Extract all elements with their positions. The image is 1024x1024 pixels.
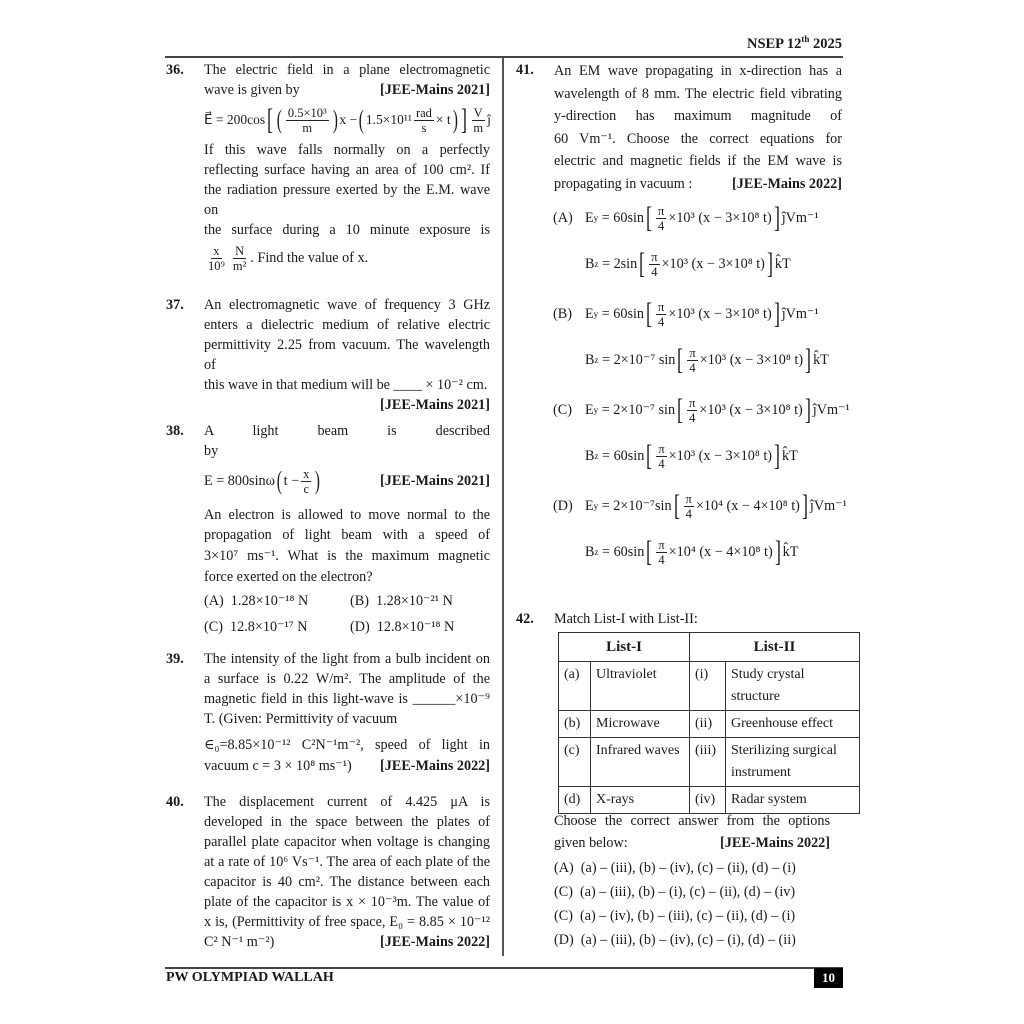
question-text-line: electric and magnetic fields if the EM wave is: [554, 153, 842, 169]
table-row: (a) Ultraviolet (i) Study crystal structure: [559, 662, 860, 711]
question-text-line: propagation of light beam with a speed of: [204, 527, 490, 543]
question-text-line: An electromagnetic wave of frequency 3 GHz: [204, 297, 490, 313]
question-text-line: wave is given by: [204, 82, 300, 98]
exam-tag: [JEE-Mains 2021]: [380, 397, 490, 413]
option-c-1[interactable]: (C) (a) – (iii), (b) – (i), (c) – (ii), (d) – (iv): [554, 884, 796, 900]
question-text-line: reflecting surface having an area of 100 cm². If: [204, 162, 490, 178]
exam-year: 2025: [813, 35, 842, 52]
q42-choose: [554, 810, 830, 952]
question-number: 42.: [516, 611, 534, 627]
question-text-line: An EM wave propagating in x-direction has a: [554, 63, 842, 79]
question-text-line: C² N⁻¹ m⁻²): [204, 934, 275, 950]
question-text-line: A light beam is described by: [204, 423, 490, 459]
exam-tag: [JEE-Mains 2022]: [732, 175, 842, 192]
question-text-line: vacuum c = 3 × 10⁸ ms⁻¹): [204, 758, 352, 774]
question-number: 41.: [516, 62, 534, 78]
question-text-line: developed in the space between the plates of: [204, 814, 490, 830]
question-text-line: the radiation pressure exerted by the E.M. wave on: [204, 182, 490, 218]
question-text-line: 60 Vm⁻¹. Choose the correct equations for: [554, 130, 842, 147]
question-number: 39.: [166, 651, 184, 667]
question-text-line: plate of the capacitor is x × 10⁻³m. The value of: [204, 894, 490, 910]
question-text-line: enters a dielectric medium of relative electric: [204, 317, 490, 333]
table-row: (d) X-rays (iv) Radar system: [559, 787, 860, 814]
exam-tag: [JEE-Mains 2022]: [380, 758, 490, 774]
question-text-line: given below:: [554, 835, 628, 851]
question-text-line: An electron is allowed to move normal to the: [204, 507, 490, 523]
question-number: 40.: [166, 794, 184, 810]
question-text-line: T. (Given: Permittivity of vacuum: [204, 711, 398, 727]
question-text-line: Match List-I with List-II:: [554, 611, 698, 627]
table-row: (b) Microwave (ii) Greenhouse effect: [559, 711, 860, 738]
question-text-line: propagating in vacuum :: [554, 175, 693, 192]
question-text-line: capacitor is 40 cm². The distance between each: [204, 874, 490, 890]
question-text-line: at a rate of 10⁶ Vs⁻¹. The area of each plate of the: [204, 854, 490, 870]
question-text-line: permittivity 2.25 from vacuum. The wavelength of: [204, 337, 490, 373]
option-c[interactable]: (C) 12.8×10⁻¹⁷ N: [204, 619, 308, 635]
option-b[interactable]: (B) E y = 60sin [ $\frac{\pi}{4}$ ×10³ (x − 3×10⁸ t) ] ĵVm⁻¹ B z = 2×10⁻⁷ sin [ $\frac{\pi}{4}$ ×10³ (x − 3×10⁸ t) ] k̂T: [553, 297, 829, 376]
match-table: [558, 632, 860, 814]
option-b[interactable]: (B) 1.28×10⁻²¹ N: [350, 593, 453, 609]
question-text-line: x is, (Permittivity of free space, E₀ = 8.85 × 10⁻¹²: [204, 914, 490, 930]
header-rule: [165, 56, 843, 58]
option-a[interactable]: (A) 1.28×10⁻¹⁸ N: [204, 593, 309, 609]
question-text-line: Choose the correct answer from the options: [554, 813, 830, 829]
option-a[interactable]: (A) E y = 60sin [ $\frac{\pi}{4}$ ×10³ (x − 3×10⁸ t) ] ĵVm⁻¹ B z = 2sin [ $\frac{\pi}{4}$ ×10³ (x − 3×10⁸ t) ] k̂T: [553, 201, 819, 280]
question-text-line: The displacement current of 4.425 μA is: [204, 794, 490, 810]
footer-rule: [165, 967, 843, 969]
exam-sup: th: [801, 34, 810, 44]
option-d[interactable]: (D) E y = 2×10⁻⁷sin [ $\frac{\pi}{4}$ ×10⁴ (x − 4×10⁸ t) ] ĵVm⁻¹ B z = 60sin [ $\frac{\pi}{4}$ ×10⁴ (x − 4×10⁸ t) ] k̂T: [553, 489, 847, 568]
exam-tag: [JEE-Mains 2022]: [380, 934, 490, 950]
question-text-line: force exerted on the electron?: [204, 569, 373, 585]
equation-light-beam: E = 800sinω ( t − $\frac{x}{c}$ ) [JEE-Mains 2021]: [204, 466, 490, 496]
exam-name: NSEP 12: [746, 35, 802, 52]
question-text-line: magnetic field in this light-wave is ______×10⁻⁹: [204, 691, 490, 707]
table-header-list-2: List-II: [690, 633, 860, 662]
answer-units: $\frac{x}{\text{10⁹}}$ $\frac{N}{\text{m²}}$ . Find the value of x.: [208, 243, 369, 273]
exam-tag: [JEE-Mains 2021]: [380, 472, 490, 489]
question-text-line: y-direction has maximum magnitude of: [554, 108, 842, 124]
option-d[interactable]: (D) 12.8×10⁻¹⁸ N: [350, 619, 455, 635]
page-number: 10: [814, 968, 843, 988]
question-text-line: The electric field in a plane electromagnetic: [204, 62, 490, 78]
column-divider: [502, 58, 504, 956]
question-text-line: 3×10⁷ ms⁻¹. What is the maximum magnetic: [204, 548, 490, 564]
question-text-line: If this wave falls normally on a perfectly: [204, 142, 490, 158]
equation-electric-field: E⃗ = 200cos [ ( $\frac{\text{0.5×10³}}{m}$ ) x − ( 1.5×10¹¹ $\frac{\text{rad}}{s}$ × t ) ] $\frac{V}{m}$ ĵ: [204, 103, 491, 136]
question-text-line: The intensity of the light from a bulb incident on: [204, 651, 490, 667]
question-text-line: wavelength of 8 mm. The electric field vibrating: [554, 85, 842, 102]
exam-tag: [JEE-Mains 2021]: [380, 82, 490, 98]
question-text-line: a surface is 0.22 W/m². The amplitude of the: [204, 671, 490, 687]
table-row: (c) Infrared waves (iii) Sterilizing surgical instrument: [559, 738, 860, 787]
option-d[interactable]: (D) (a) – (iii), (b) – (iv), (c) – (i), (d) – (ii): [554, 932, 796, 948]
question-number: 38.: [166, 423, 184, 439]
table-header-list-1: List-I: [559, 633, 690, 662]
question-text-line: the surface during a 10 minute exposure is: [204, 222, 490, 238]
option-a[interactable]: (A) (a) – (iii), (b) – (iv), (c) – (ii), (d) – (i): [554, 860, 796, 876]
question-text-line: this wave in that medium will be ____ × 10⁻² cm.: [204, 377, 488, 393]
question-text-line: ∈₀=8.85×10⁻¹² C²N⁻¹m⁻², speed of light in: [204, 737, 490, 753]
footer-brand: PW OLYMPIAD WALLAH: [166, 970, 334, 985]
q41-options: [553, 198, 853, 582]
page-header-title: [747, 34, 842, 53]
option-c[interactable]: (C) E y = 2×10⁻⁷ sin [ $\frac{\pi}{4}$ ×10³ (x − 3×10⁸ t) ] ĵVm⁻¹ B z = 60sin [ $\frac{\pi}{4}$ ×10³ (x − 3×10⁸ t) ] k̂T: [553, 393, 850, 472]
option-c-2[interactable]: (C) (a) – (iv), (b) – (iii), (c) – (ii), (d) – (i): [554, 908, 796, 924]
question-number: 36.: [166, 62, 184, 78]
exam-tag: [JEE-Mains 2022]: [720, 835, 830, 851]
question-text-line: parallel plate capacitor when voltage is changing: [204, 834, 490, 850]
question-number: 37.: [166, 297, 184, 313]
